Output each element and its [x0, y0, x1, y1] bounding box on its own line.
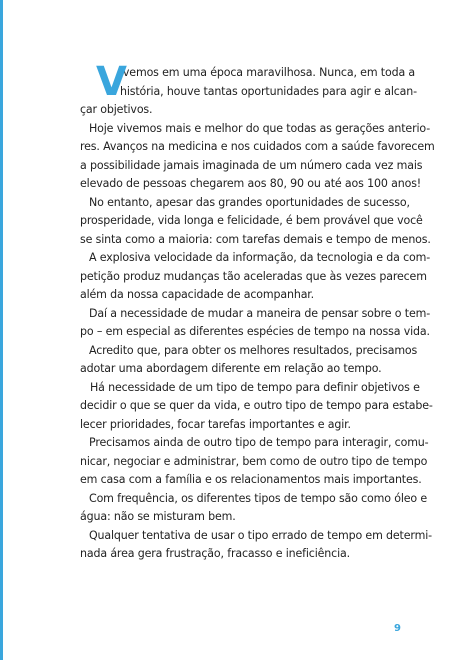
paragraph-line: [80, 545, 400, 564]
paragraph-line: [80, 175, 422, 194]
line-text: Acredito que, para obter os melhores resultados, precisamos: [89, 343, 418, 357]
line-text: prosperidade, vida longa e felicidade, é bem provável que você: [80, 214, 423, 227]
line-text: história, houve tantas oportunidades para agir e alcan-: [120, 84, 417, 98]
paragraph-line: [80, 286, 400, 305]
line-text: se sinta como a maioria: com tarefas demais e tempo de menos.: [80, 232, 431, 246]
line-text: a possibilidade jamais imaginada de um número cada vez mais: [80, 158, 423, 172]
line-text: A explosiva velocidade da informação, da tecnologia e da com-: [89, 251, 431, 264]
paragraph-line: [80, 249, 431, 268]
paragraph-line: [80, 453, 428, 472]
paragraph-line: [80, 360, 400, 379]
paragraph-line: [80, 508, 400, 527]
line-text: Qualquer tentativa de usar o tipo errado de tempo em determi-: [89, 528, 432, 542]
line-text: Com frequência, os diferentes tipos de tempo são como óleo e: [89, 491, 428, 505]
paragraph-line: [80, 83, 417, 102]
paragraph-line: [80, 434, 429, 453]
paragraph-line: [80, 120, 431, 139]
paragraph-line: [80, 490, 428, 509]
line-text: Daí a necessidade de mudar a maneira de pensar sobre o tem-: [89, 306, 431, 320]
paragraph-line: [80, 342, 418, 361]
line-text: ivemos em uma época maravilhosa. Nunca, em toda a: [120, 66, 416, 79]
page-number: 9: [394, 623, 401, 634]
paragraph-line: [80, 379, 420, 398]
line-text: nada área gera frustração, fracasso e ineficiência.: [80, 547, 350, 560]
paragraph-line: [80, 138, 435, 157]
line-text: elevado de pessoas chegarem aos 80, 90 ou até aos 100 anos!: [80, 177, 422, 190]
line-text: em casa com a família e os relacionamentos mais importantes.: [80, 473, 422, 486]
page-edge-bar: [0, 0, 3, 660]
line-text: No entanto, apesar das grandes oportunidades de sucesso,: [89, 195, 410, 209]
line-text: adotar uma abordagem diferente em relação ao tempo.: [80, 362, 382, 375]
body-text: [80, 59, 435, 564]
line-text: água: não se misturam bem.: [80, 510, 236, 523]
line-text: çar objetivos.: [80, 103, 153, 116]
paragraph-line: [80, 231, 431, 250]
paragraph-line: [80, 101, 400, 120]
line-text: Precisamos ainda de outro tipo de tempo para interagir, comu-: [89, 436, 429, 449]
line-text: nicar, negociar e administrar, bem como de outro tipo de tempo: [80, 454, 428, 468]
paragraph-line: [80, 416, 400, 435]
paragraph-line: [80, 212, 423, 231]
line-text: decidir o que se quer da vida, e outro tipo de tempo para estabe-: [80, 399, 433, 412]
paragraph-line: [80, 157, 423, 176]
paragraph-line: [80, 323, 430, 342]
paragraph-line: [80, 268, 427, 287]
paragraph-line: [80, 471, 422, 490]
paragraph-line: [80, 527, 432, 546]
line-text: po – em especial as diferentes espécies de tempo na nossa vida.: [80, 325, 430, 338]
paragraph-line: [80, 397, 433, 416]
line-text: além da nossa capacidade de acompanhar.: [80, 288, 315, 301]
line-text: Há necessidade de um tipo de tempo para definir objetivos e: [90, 380, 420, 394]
line-text: res. Avanços na medicina e nos cuidados com a saúde favorecem: [80, 140, 435, 153]
line-text: petição produz mudanças tão aceleradas que às vezes parecem: [80, 269, 427, 283]
line-text: Hoje vivemos mais e melhor do que todas as gerações anterio-: [89, 121, 431, 135]
paragraph-line: [80, 194, 410, 213]
line-text: lecer prioridades, focar tarefas importantes e agir.: [80, 417, 351, 431]
paragraph-line: [80, 305, 431, 324]
drop-cap: V: [96, 59, 127, 105]
